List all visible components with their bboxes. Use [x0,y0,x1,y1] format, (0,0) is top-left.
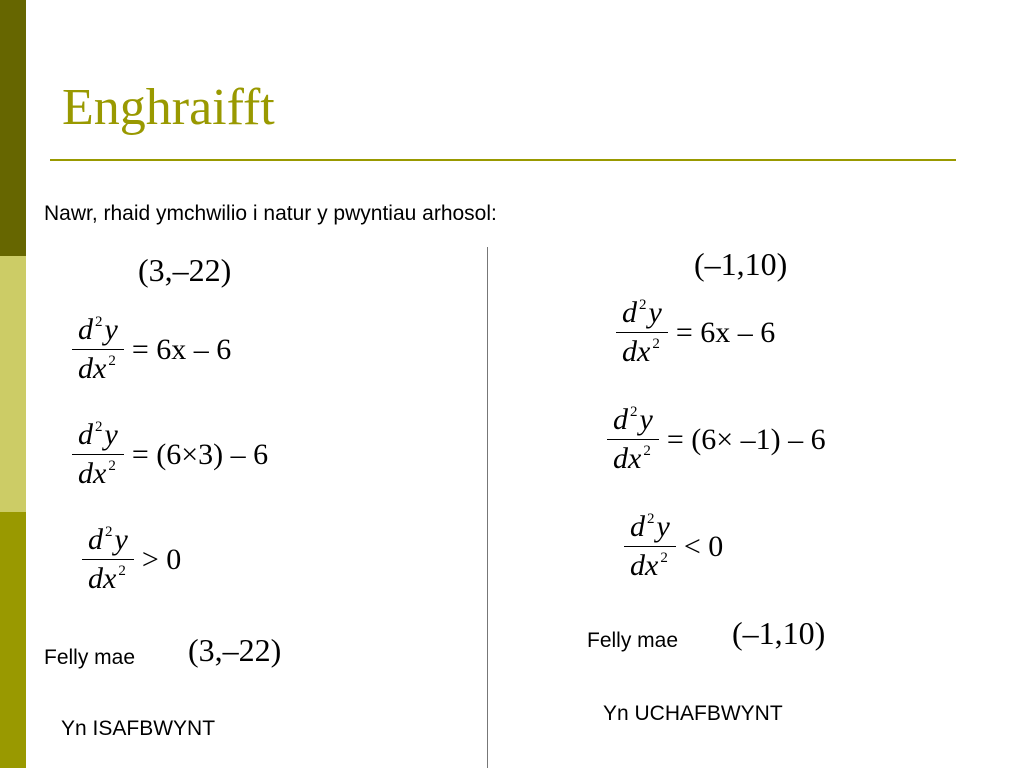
right-equation-1 [616,298,775,367]
fraction-denominator: dx $^2$ [616,332,668,367]
sidebar-stripe-olive [0,512,26,768]
fraction-denominator: dx $^2$ [82,559,134,594]
sidebar-stripe-dark [0,0,26,256]
slide-title: Enghraifft [62,79,275,136]
left-equation-1 [72,315,231,384]
left-eq3-rhs: > 0 [141,542,182,576]
second-derivative-fraction [82,525,134,594]
right-point: (–1,10) [694,246,788,282]
left-conclusion-prefix: Felly mae [44,646,136,669]
right-eq3-rhs: < 0 [683,529,724,563]
second-derivative-fraction [624,512,676,581]
fraction-numerator: d $^2$y [630,510,670,543]
right-equation-2 [607,405,826,474]
column-divider [487,247,488,768]
right-equation-3 [624,512,723,581]
second-derivative-fraction [72,315,124,384]
left-point: (3,–22) [138,252,232,288]
left-conclusion-point: (3,–22) [188,632,282,668]
second-derivative-fraction [72,420,124,489]
fraction-numerator: d $^2$y [78,313,118,346]
fraction-denominator: dx $^2$ [72,454,124,489]
left-eq1-rhs: = 6x – 6 [131,332,232,366]
second-derivative-fraction [616,298,668,367]
right-result: Yn UCHAFBWYNT [603,702,783,725]
right-conclusion-prefix: Felly mae [587,629,679,652]
sidebar-stripe-light [0,256,26,512]
left-equation-3 [82,525,181,594]
second-derivative-fraction [607,405,659,474]
left-result: Yn ISAFBWYNT [61,717,216,740]
left-equation-2 [72,420,268,489]
fraction-numerator: d $^2$y [622,296,662,329]
fraction-numerator: d $^2$y [78,418,118,451]
right-eq1-rhs: = 6x – 6 [675,315,776,349]
right-eq2-rhs: = (6× –1) – 6 [666,422,826,456]
fraction-denominator: dx $^2$ [72,349,124,384]
title-underline [50,159,956,161]
fraction-denominator: dx $^2$ [607,439,659,474]
left-eq2-rhs: = (6×3) – 6 [131,437,269,471]
fraction-numerator: d $^2$y [613,403,653,436]
right-conclusion-point: (–1,10) [732,615,826,651]
fraction-numerator: d $^2$y [88,523,128,556]
fraction-denominator: dx $^2$ [624,546,676,581]
intro-text: Nawr, rhaid ymchwilio i natur y pwyntiau arhosol: [44,202,497,225]
